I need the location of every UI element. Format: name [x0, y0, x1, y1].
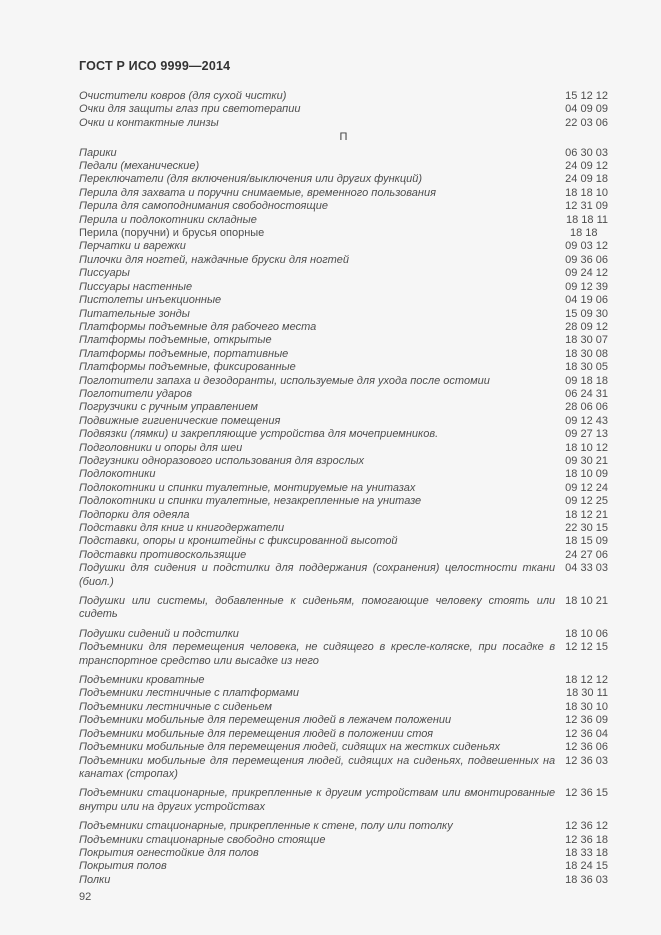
- index-entry-code: 18 18 10: [565, 186, 608, 199]
- index-entry-label: Платформы подъемные, фиксированные: [79, 361, 296, 374]
- index-entry-code: 18 10 12: [565, 441, 608, 454]
- index-entry-row: [79, 254, 608, 267]
- index-entry-code: 22 30 15: [565, 522, 608, 534]
- index-entry-row: [79, 741, 608, 754]
- index-entry-label: Перила (поручни) и брусья опорные: [79, 227, 265, 240]
- index-entry-code: 12 36 18: [565, 833, 608, 846]
- index-entry-code: 09 36 06: [565, 253, 608, 266]
- index-entry-code: 18 12 12: [565, 674, 608, 687]
- index-entry-code: 22 03 06: [565, 116, 608, 129]
- index-entry-code: 04 33 03: [565, 562, 608, 575]
- index-entry-label: Подставки, опоры и кронштейны с фиксированной высотой: [79, 535, 398, 548]
- index-entry-label: Подлокотники и спинки туалетные, монтируемые на унитазах: [79, 481, 416, 494]
- index-entry-code: 12 36 12: [565, 820, 608, 833]
- index-entry-code: 09 03 12: [565, 240, 608, 253]
- index-entry-label: Подъемники мобильные для перемещения людей, сидящих на сиденьях, подвешенных на канатах (стропах): [79, 754, 556, 780]
- index-entry-row: [79, 214, 608, 227]
- section-letter: П: [339, 131, 348, 144]
- index-entry-label: Подъемники стационарные, прикрепленные к стене, полу или потолку: [79, 820, 453, 833]
- index-entry-label: Подъемники мобильные для перемещения людей в лежачем положении: [79, 714, 452, 727]
- index-entry-label: Подвижные гигиенические помещения: [79, 414, 281, 427]
- index-entry-label: Платформы подъемные для рабочего места: [79, 320, 317, 333]
- index-entry-label: Подъемники лестничные с сиденьем: [79, 700, 272, 713]
- index-entry-code: 18 18: [570, 227, 598, 240]
- index-entry-row: [79, 522, 608, 535]
- index-entry-label: Подушки для сидения и подстилки для поддержания (сохранения) целостности ткани (биол.): [79, 562, 556, 588]
- index-entry-row: [79, 147, 608, 160]
- index-entry-code: 18 30 05: [565, 361, 608, 374]
- index-entry-label: Пилочки для ногтей, наждачные бруски для ногтей: [79, 253, 350, 266]
- index-entry-code: 18 30 08: [565, 347, 608, 360]
- index-entry-label: Подставки для книг и книгодержатели: [79, 522, 285, 534]
- index-entry-row: [79, 847, 608, 860]
- index-entry-row: [79, 701, 608, 714]
- index-entry-row: [79, 562, 608, 589]
- index-entry-code: 09 12 39: [565, 280, 608, 293]
- index-entry-row: [79, 455, 608, 468]
- index-entry-row: [79, 173, 608, 186]
- index-entry-label: Перила для захвата и поручни снимаемые, временного пользования: [79, 186, 436, 199]
- index-entry-row: [79, 755, 608, 782]
- index-entry-code: 18 30 11: [565, 687, 608, 700]
- index-entry-code: 28 06 06: [565, 401, 608, 414]
- index-entry-label: Пистолеты инъекционные: [79, 294, 222, 307]
- index-entry-row: [79, 549, 608, 562]
- index-entry-row: [79, 687, 608, 700]
- index-entry-row: [79, 348, 608, 361]
- index-entry-label: Переключатели (для включения/выключения или других функций): [79, 173, 423, 186]
- index-entry-code: 18 24 15: [565, 860, 608, 873]
- index-entry-label: Парики: [79, 146, 117, 159]
- index-entry-code: 12 36 09: [565, 714, 608, 727]
- index-entry-label: Педали (механические): [79, 160, 200, 173]
- index-entry-code: 04 19 06: [565, 294, 608, 307]
- index-entry-label: Подъемники стационарные, прикрепленные к другим устройствам или вмонтированные внутри или на других устройствах: [79, 787, 556, 813]
- index-entry-row: [79, 482, 608, 495]
- index-entry-label: Подъемники мобильные для перемещения людей, сидящих на жестких сиденьях: [79, 741, 500, 754]
- index-entry-row: [79, 495, 608, 508]
- index-entry-row: [79, 641, 608, 668]
- index-entry-code: 09 18 18: [565, 374, 608, 387]
- index-entry-label: Платформы подъемные, открытые: [79, 334, 272, 347]
- index-entry-row: [79, 117, 608, 130]
- index-entry-label: Покрытия огнестойкие для полов: [79, 846, 259, 859]
- index-entry-row: [79, 334, 608, 347]
- index-entry-label: Подлокотники: [79, 468, 156, 481]
- index-entry-label: Подъемники для перемещения человека, не сидящего в кресле-коляске, при посадке в транспортное средство или высадке из него: [79, 641, 556, 667]
- index-entry-code: 18 30 07: [565, 334, 608, 347]
- index-entry-code: 18 10 06: [565, 627, 608, 640]
- index-entry-label: Подголовники и опоры для шеи: [79, 441, 243, 454]
- index-entry-code: 12 12 15: [565, 641, 608, 654]
- index-entry-label: Полки: [79, 873, 111, 886]
- index-list-main: [79, 147, 608, 888]
- index-entry-label: Питательные зонды: [79, 307, 190, 320]
- index-entry-code: 15 09 30: [565, 307, 608, 320]
- index-entry-code: 09 27 13: [565, 428, 608, 441]
- index-entry-code: 18 30 10: [565, 700, 608, 713]
- index-entry-label: Очки для защиты глаз при светотерапии: [79, 103, 301, 116]
- index-entry-code: 06 24 31: [565, 387, 608, 400]
- index-entry-code: 18 33 18: [565, 846, 608, 859]
- index-entry-row: [79, 103, 608, 116]
- index-entry-row: [79, 308, 608, 321]
- index-entry-code: 12 36 03: [565, 754, 608, 767]
- index-entry-label: Перчатки и варежки: [79, 240, 186, 253]
- index-entry-row: [79, 787, 608, 814]
- index-entry-label: Писсуары: [79, 267, 130, 280]
- index-entry-label: Подлокотники и спинки туалетные, незакрепленные на унитазе: [79, 495, 422, 508]
- index-entry-row: [79, 321, 608, 334]
- index-entry-row: [79, 628, 608, 641]
- index-entry-label: Очистители ковров (для сухой чистки): [79, 90, 287, 102]
- document-page: [79, 59, 608, 905]
- index-entry-label: Подъемники кроватные: [79, 674, 205, 687]
- index-entry-row: [79, 595, 608, 622]
- index-entry-code: 09 12 24: [565, 481, 608, 494]
- index-entry-row: [79, 294, 608, 307]
- index-entry-row: [79, 267, 608, 280]
- index-entry-row: [79, 388, 608, 401]
- index-entry-row: [79, 401, 608, 414]
- index-entry-label: Подъемники стационарные свободно стоящие: [79, 833, 326, 846]
- index-entry-code: 06 30 03: [565, 146, 608, 159]
- index-entry-row: [79, 468, 608, 481]
- index-entry-code: 15 12 12: [565, 90, 608, 102]
- index-entry-code: 12 31 09: [565, 200, 608, 213]
- index-entry-label: Подушки или системы, добавленные к сиденьям, помогающие человеку стоять или сидеть: [79, 595, 556, 621]
- index-entry-row: [79, 415, 608, 428]
- index-entry-row: [79, 674, 608, 687]
- index-list-top: [79, 90, 608, 130]
- index-entry-code: 12 36 15: [565, 787, 608, 800]
- index-entry-label: Подвязки (лямки) и закрепляющие устройства для мочеприемников.: [79, 428, 439, 441]
- index-entry-code: 18 12 21: [565, 508, 608, 521]
- index-entry-code: 09 12 43: [565, 414, 608, 427]
- index-entry-label: Подъемники мобильные для перемещения людей в положении стоя: [79, 727, 434, 740]
- index-entry-code: 12 36 04: [565, 727, 608, 740]
- index-entry-row: [79, 834, 608, 847]
- index-entry-row: [79, 187, 608, 200]
- index-entry-code: 18 18 11: [565, 213, 608, 226]
- index-entry-code: 04 09 09: [565, 103, 608, 116]
- index-entry-code: 09 12 25: [565, 495, 608, 508]
- index-entry-row: [79, 860, 608, 873]
- index-entry-label: Подставки противоскользящие: [79, 548, 247, 561]
- index-entry-label: Платформы подъемные, портативные: [79, 347, 289, 360]
- index-entry-code: 28 09 12: [565, 320, 608, 333]
- index-entry-row: [79, 200, 608, 213]
- index-entry-code: 09 30 21: [565, 454, 608, 467]
- index-entry-code: 24 27 06: [565, 548, 608, 561]
- index-entry-code: 09 24 12: [565, 267, 608, 280]
- index-entry-row: [79, 535, 608, 548]
- index-entry-row: [79, 820, 608, 833]
- index-entry-label: Перила и подлокотники складные: [79, 213, 257, 226]
- index-entry-label: Погрузчики с ручным управлением: [79, 401, 258, 414]
- index-entry-code: 24 09 12: [565, 160, 608, 173]
- index-entry-code: 18 10 21: [565, 595, 608, 608]
- index-entry-row: [79, 361, 608, 374]
- index-entry-row: [79, 90, 608, 103]
- index-entry-label: Поглотители запаха и дезодоранты, используемые для ухода после остомии: [79, 374, 490, 387]
- index-entry-row: [79, 240, 608, 253]
- index-entry-row: [79, 160, 608, 173]
- index-entry-code: 12 36 06: [565, 741, 608, 754]
- index-entry-label: Подушки сидений и подстилки: [79, 627, 239, 640]
- index-entry-row: [79, 281, 608, 294]
- page-number: 92: [79, 891, 92, 904]
- index-entry-row: [79, 714, 608, 727]
- index-entry-row: [79, 428, 608, 441]
- index-entry-label: Писсуары настенные: [79, 280, 193, 293]
- index-entry-label: Подпорки для одеяла: [79, 508, 190, 521]
- index-entry-row: [79, 227, 608, 240]
- index-entry-label: Покрытия полов: [79, 860, 167, 873]
- index-entry-label: Перила для самоподнимания свободностоящие: [79, 200, 328, 213]
- index-entry-code: 18 36 03: [565, 873, 608, 886]
- index-entry-label: Поглотители ударов: [79, 387, 192, 400]
- index-entry-row: [79, 442, 608, 455]
- index-entry-code: 24 09 18: [565, 173, 608, 186]
- index-entry-row: [79, 509, 608, 522]
- index-entry-label: Подгузники одноразового использования для взрослых: [79, 454, 365, 467]
- index-entry-row: [79, 375, 608, 388]
- index-entry-code: 18 10 09: [565, 468, 608, 481]
- index-entry-code: 18 15 09: [565, 535, 608, 548]
- index-entry-row: [79, 728, 608, 741]
- document-title: ГОСТ Р ИСО 9999—2014: [79, 59, 231, 73]
- index-entry-row: [79, 874, 608, 887]
- index-entry-label: Очки и контактные линзы: [79, 116, 219, 129]
- index-entry-label: Подъемники лестничные с платформами: [79, 687, 299, 700]
